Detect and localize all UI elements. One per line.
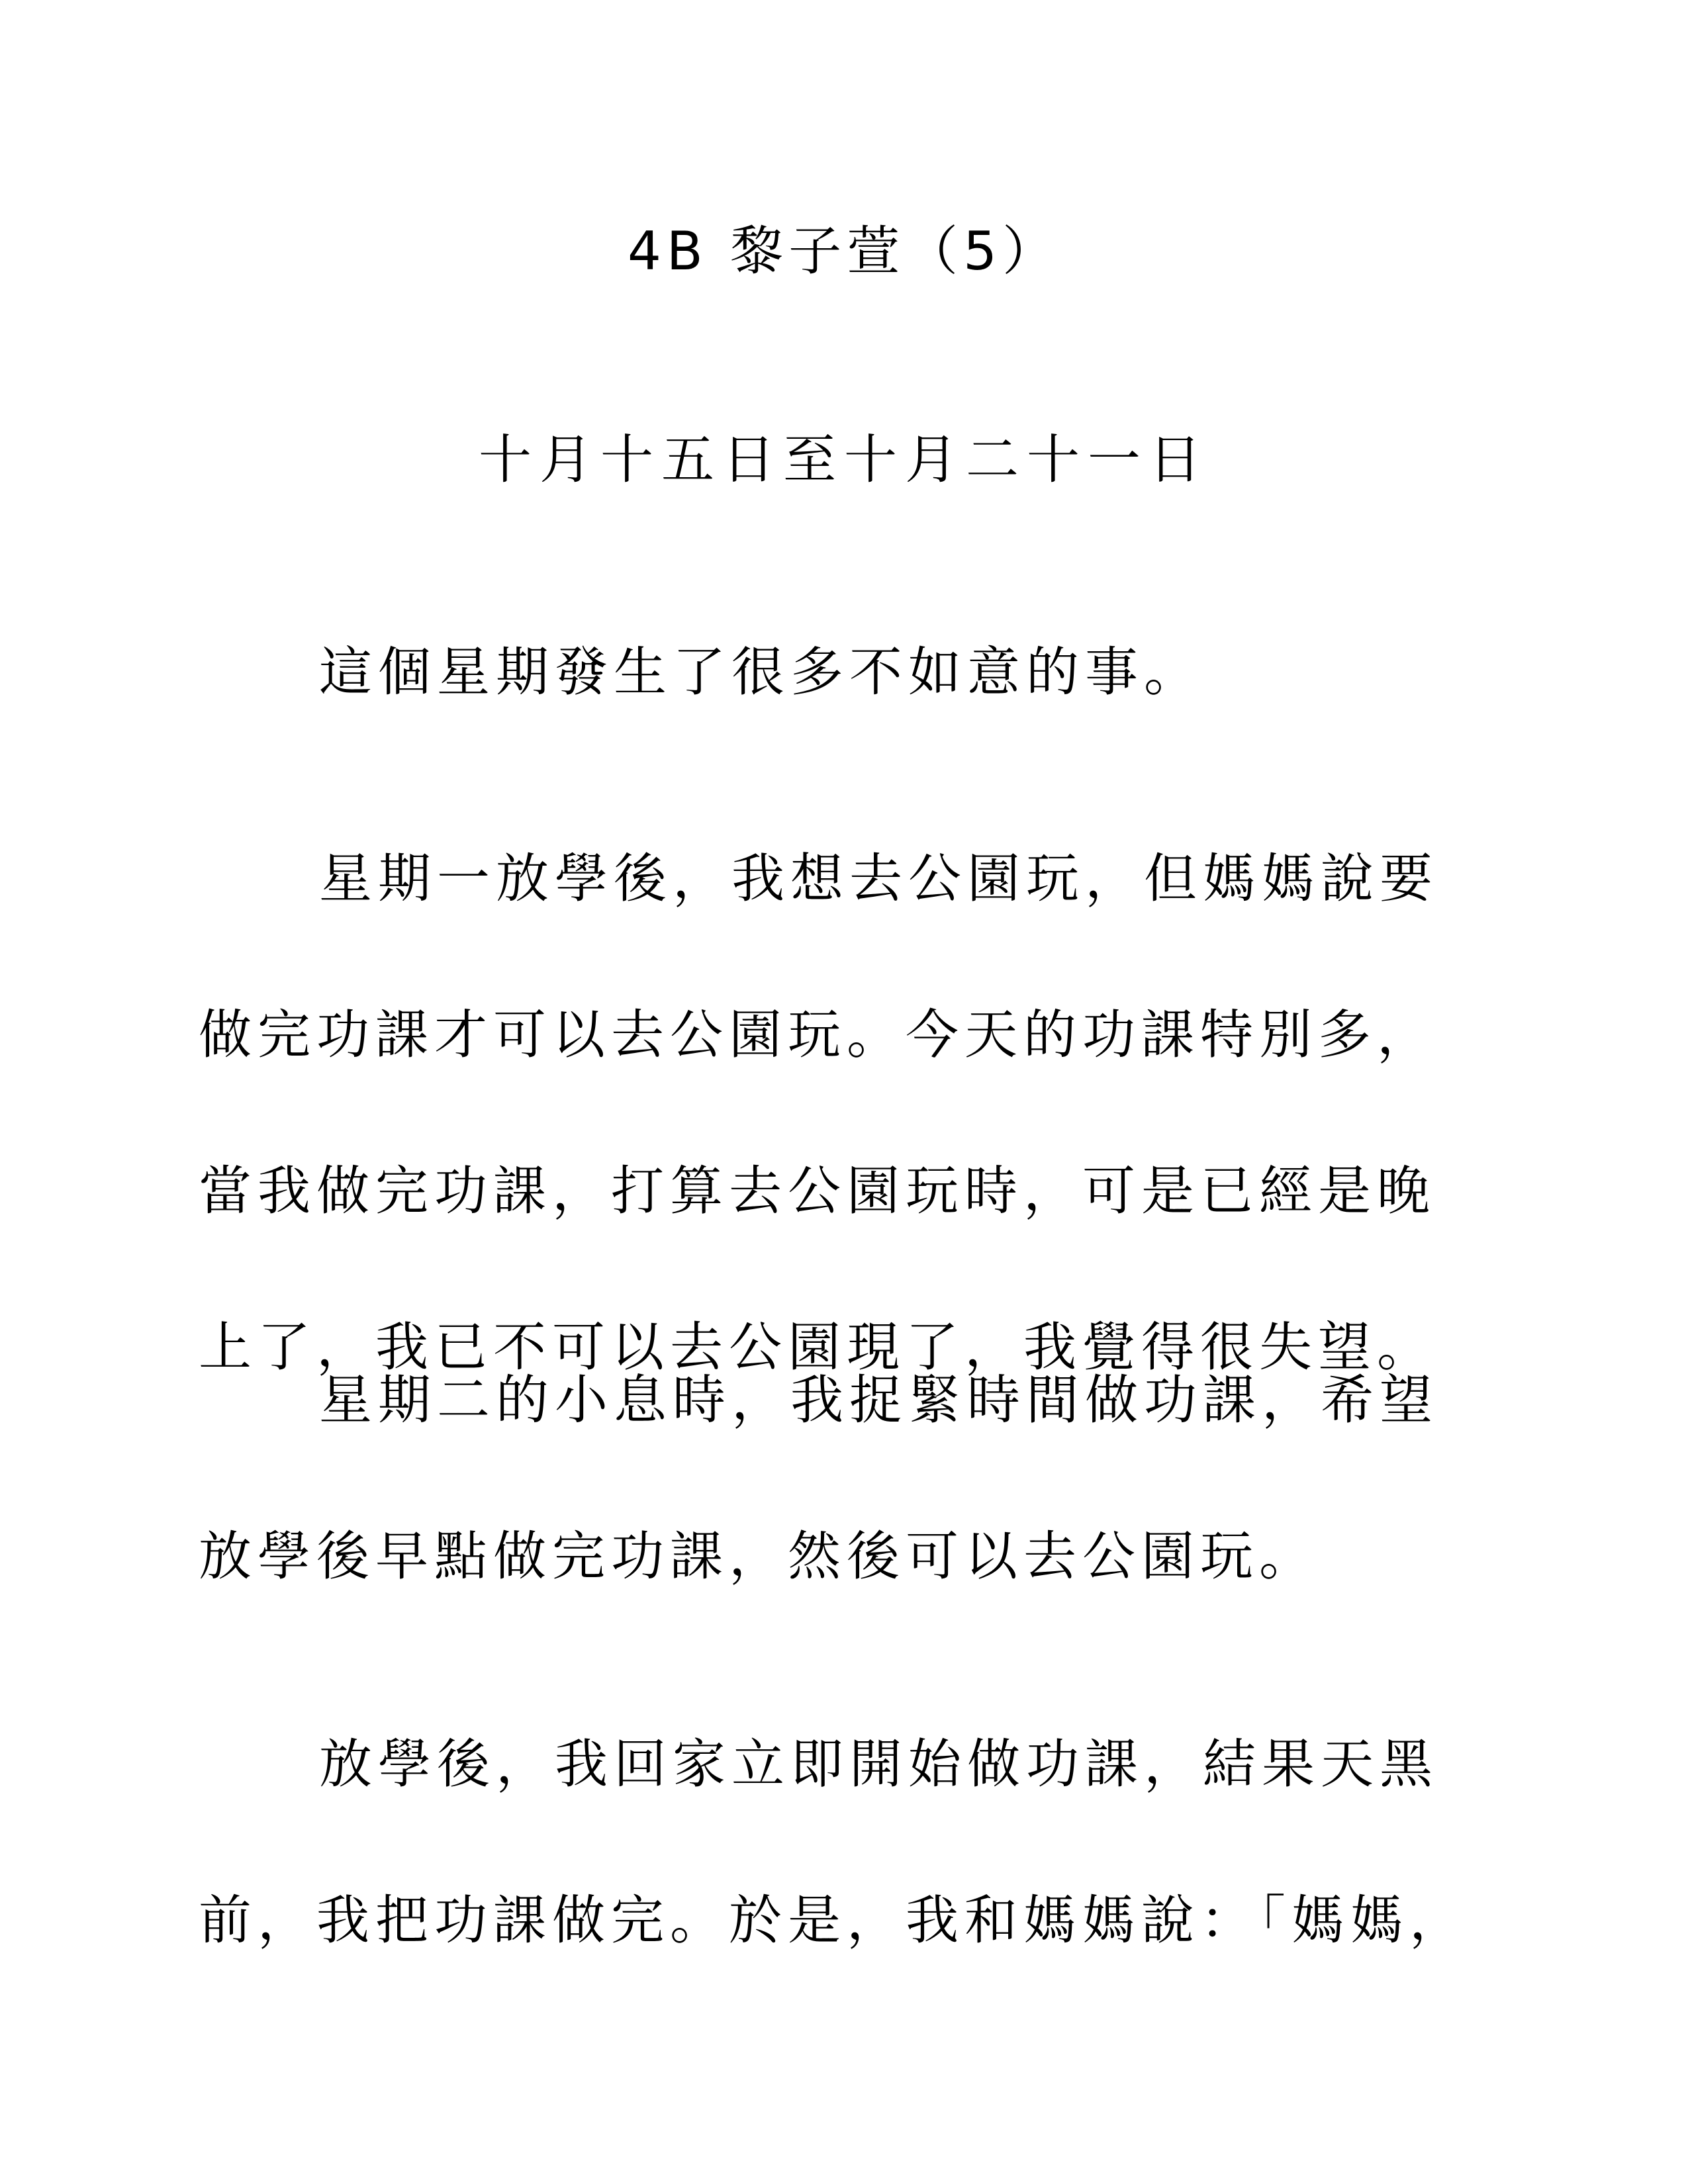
paragraph-line: 上了，我已不可以去公園現了，我覺得很失望。 xyxy=(199,1316,1436,1378)
student-name-heading: 4B 黎子萱（5） xyxy=(627,220,1061,282)
paragraph-line: 前，我把功課做完。於是，我和媽媽說：「媽媽， xyxy=(199,1889,1468,1951)
paragraph-line: 做完功課才可以去公園玩。今天的功課特別多， xyxy=(199,1004,1436,1066)
date-range-heading: 十月十五日至十月二十一日 xyxy=(479,429,1209,490)
paragraph-line: 放學後早點做完功課，然後可以去公園玩。 xyxy=(199,1525,1318,1587)
paragraph-4 xyxy=(199,1686,1496,1999)
paragraph-1 xyxy=(199,594,1496,751)
paragraph-line: 星期一放學後，我想去公園玩，但媽媽說要 xyxy=(319,848,1438,909)
paragraph-line: 這個星期發生了很多不如意的事。 xyxy=(319,641,1203,703)
paragraph-3 xyxy=(199,1322,1496,1635)
paragraph-line: 星期二的小息時，我捉緊時間做功課，希望 xyxy=(319,1369,1438,1431)
paragraph-line: 當我做完功課，打算去公園玩時，可是已經是晚 xyxy=(199,1160,1436,1222)
paragraph-line: 放學後，我回家立即開始做功課，結果天黑 xyxy=(319,1733,1438,1795)
